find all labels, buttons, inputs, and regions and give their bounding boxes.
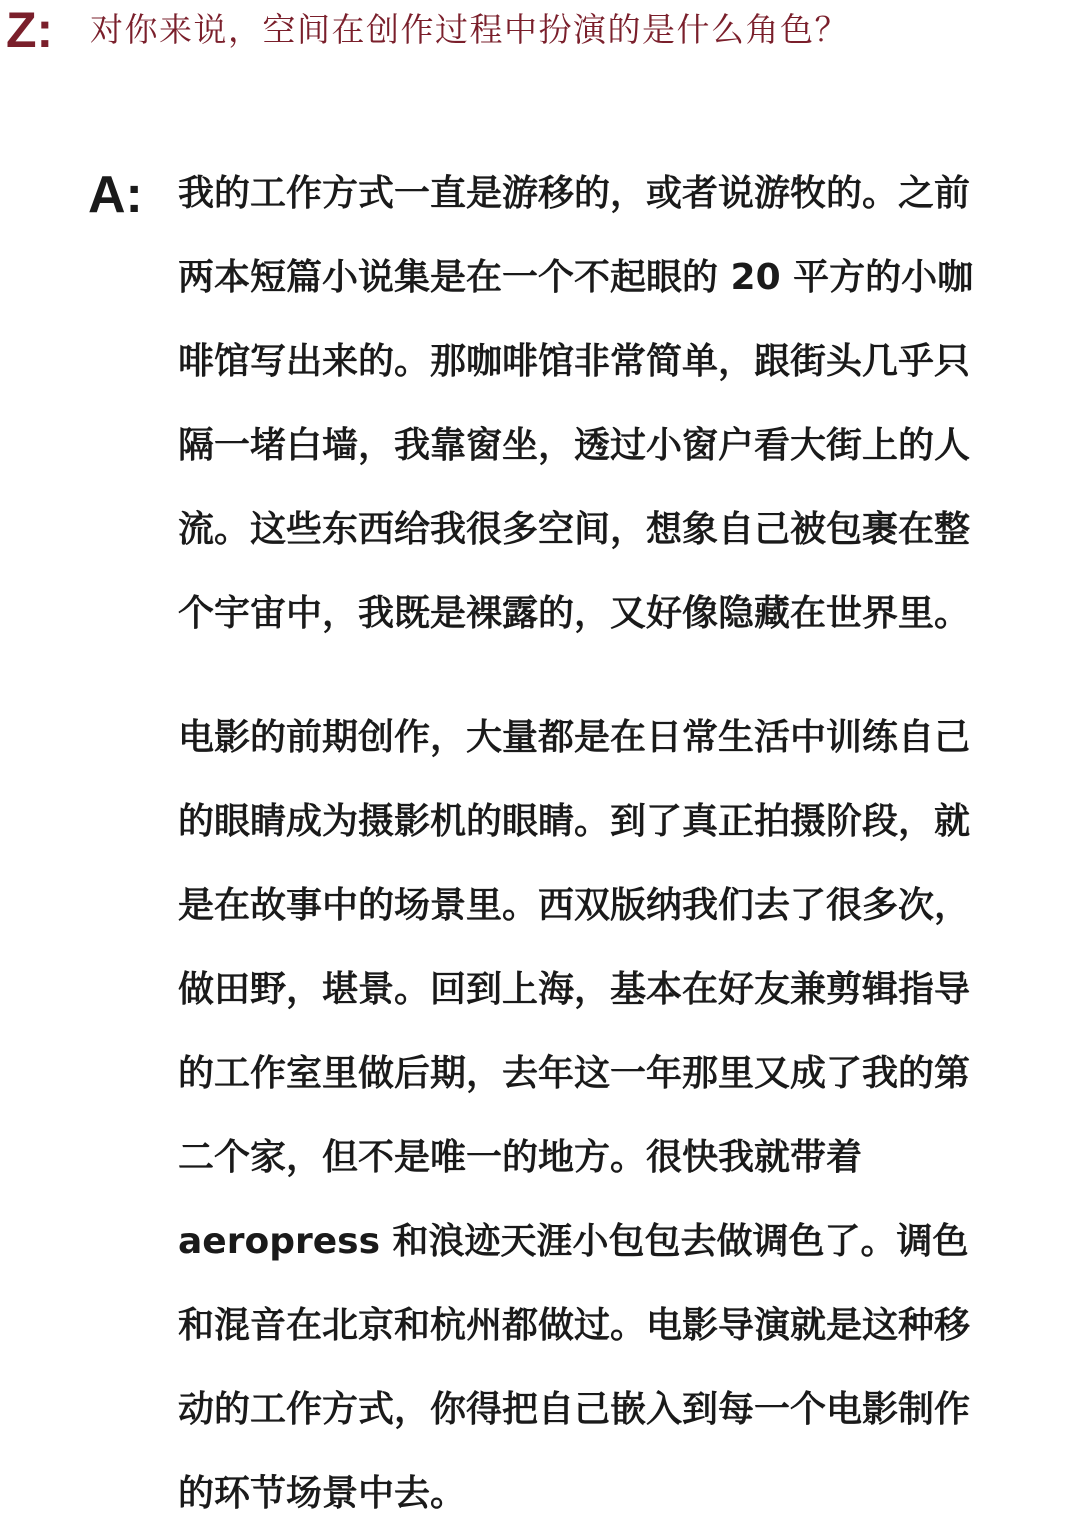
question-marker: Z: xyxy=(6,2,54,58)
answer-paragraph-2 xyxy=(178,696,1080,1536)
paragraph-line: 流。这些东西给我很多空间，想象自己被包裹在整 xyxy=(178,509,971,550)
paragraph-line: 是在故事中的场景里。西双版纳我们去了很多次， xyxy=(178,885,971,926)
paragraph-line: 隔一堵白墙，我靠窗坐，透过小窗户看大街上的人 xyxy=(178,425,971,466)
paragraph-line: aeropress 和浪迹天涯小包包去做调色了。调色 xyxy=(178,1221,969,1262)
paragraph-line: 做田野，堪景。回到上海，基本在好友兼剪辑指导 xyxy=(178,969,971,1010)
paragraph-line: 和混音在北京和杭州都做过。电影导演就是这种移 xyxy=(178,1305,971,1346)
paragraph-line: 动的工作方式，你得把自己嵌入到每一个电影制作 xyxy=(178,1389,971,1430)
question-text: 对你来说，空间在创作过程中扮演的是什么角色？ xyxy=(90,10,849,49)
paragraph-line: 啡馆写出来的。那咖啡馆非常简单，跟街头几乎只 xyxy=(178,341,971,382)
paragraph-line: 个宇宙中，我既是裸露的，又好像隐藏在世界里。 xyxy=(178,593,971,634)
answer-body xyxy=(178,152,1080,1536)
paragraph-line: 的工作室里做后期，去年这一年那里又成了我的第 xyxy=(178,1053,971,1094)
paragraph-line: 的环节场景中去。 xyxy=(178,1473,467,1514)
paragraph-line: 两本短篇小说集是在一个不起眼的 20 平方的小咖 xyxy=(178,257,974,298)
paragraph-line: 电影的前期创作，大量都是在日常生活中训练自己 xyxy=(178,717,971,758)
answer-paragraph-1 xyxy=(178,152,1080,656)
paragraph-line: 的眼睛成为摄影机的眼睛。到了真正拍摄阶段，就 xyxy=(178,801,971,842)
paragraph-line: 我的工作方式一直是游移的，或者说游牧的。之前 xyxy=(178,173,971,214)
question-block xyxy=(6,0,1076,60)
answer-marker: A: xyxy=(88,166,143,224)
paragraph-line: 二个家，但不是唯一的地方。很快我就带着 xyxy=(178,1137,863,1178)
